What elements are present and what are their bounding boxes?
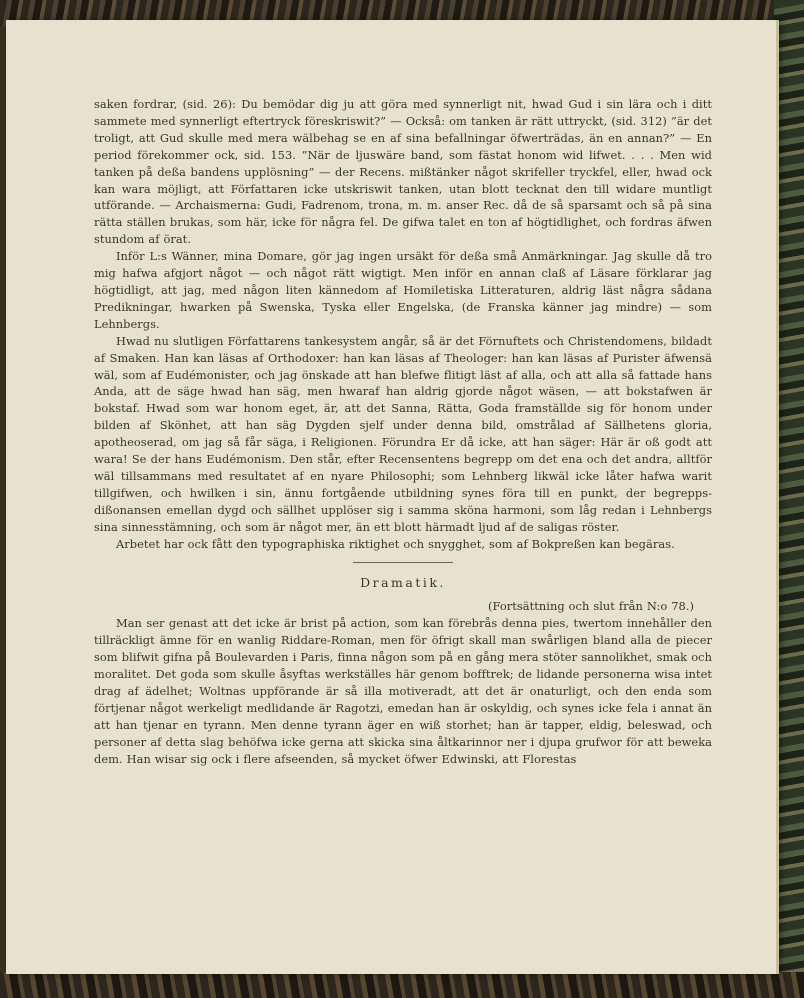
paragraph-5: Man ser genast att det icke är brist på action, som kan förebrås denna pies, twertom innehåller den tillräckligt ämne för en wanlig Riddare-Roman, men för öfrigt skall man swårligen bland alla de piecer som blifwit gifna på Boulevarden i Paris, finna någon som på en gång mera stöter sannolikhet, smak och moralitet. Det goda som skulle åsyftas werkställes här genom bofftrek; de lidande personerna wisa intet drag af ädelhet; Woltnas uppförande är så illa motiveradt, att det är onaturligt, och den enda som förtjenar något werkeligt medlidande är Ragotzi, emedan han är oskyldig, och synes icke fela i annat än att han tjenar en tyrann. Men denne tyrann äger en wiß storhet; han är tapper, eldig, beleswad, och personer af detta slag behöfwa icke gerna att skicka sina åltkarinnor ner i djupa grufwor för att bewеka dem. Han wisar sig ock i flere afseenden, så mycket öfwer Edwinski, att Florestas [94,616,712,766]
section-heading: Dramatik. [360,575,446,591]
paragraph-4: Arbetet har ock fått den typographiska riktighet och snygghet, som af Bokpreßen kan begäras. [116,536,675,551]
paragraph-2: Inför L:s Wänner, mina Domare, gör jag ingen ursäkt för deßa små Anmärkningar. Jag skulle då tro mig hafwa afgjort något — och något rätt wigtigt. Men inför en annan claß af Läsare förklarar jag högtidligt, att jag, med någon liten kännedom af Homiletiska Litteraturen, aldrig läst några sådana Predikningar, hwarken på Swenska, Tyska eller Engelska, (de Franska känner jag mindre) — som Lehnbergs. [94,249,712,331]
page-text [94,96,712,767]
section-divider [353,562,453,563]
marbled-board-bottom [0,972,804,998]
book-page [6,20,779,974]
continuation-note: (Fortsättning och slut från N:o 78.) [488,599,694,614]
paragraph-3: Hwad nu slutligen Författarens tankesystem angår, så är det Förnuftets och Christendomens, bildadt af Smaken. Han kan läsas af Orthodoxer: han kan läsas af Theologer: han kan läsas af Purister äfwensä wäl, som af Eudémonister, och jag önskade att han blefwe flitigt läst af alla, och att alla så fattade hans Anda, att de säge hwad han säg, men hwaraf han aldrig gjorde något wäsen, — att bokstafwen är bokstaf. Hwad som war honom eget, är, att det Sanna, Rätta, Goda framställde sig för honom under bilden af Skönhet, att han säg Dygden sjelf under denna bild, omstrålad af Sällhetens gloria, apotheoserad, om jag så får säga, i Religionen. Förundra Er då icke, att han säger: Här är oß godt att wara! Se der hans Eudémonism. Den står, efter Recensentens begrepp om det ena och det andra, alltför wäl tillsammans med resultatet af en nyare Philosophi; som Lehnberg likwäl icke låter hafwa warit tillgifwen, och hwilken i sin, ännu fortgående utbildning synes föra till en punkt, der begrepps-dißonansen emellan dygd och sällhet upplöser sig i samma sköna harmoni, som låg redan i Lehnbergs sina sinnesstämning, och som är något mer, än ett blott härmadt ljud af de saligas röster. [94,333,712,534]
paragraph-1: saken fordrar, (sid. 26): Du bemödar dig ju att göra med synnerligt nit, hwad Gud i sin lära och i ditt sammete med synnerligt eftertryck föreskriswit?” — Också: om tanken är rätt uttryckt, (sid. 312) ”är det troligt, att Gud skulle med mera wälbehag se en af sina befallningar öfwerträdas, än en annan?” — En period förekommer ock, sid. 153. ”När de ljuswäre band, som fästat honom wid lifwet. . . . Men wid tanken på deßa bandens upplösning” — der Recens. mißtänker något skrifeller tryckfel, eller, hwad ock kan wara möjligt, att Författaren icke utskriswit tanken, utan blott tecknat den till widare muntligt utförande. — Archaismerna: Gudi, Fadrenom, trona, m. m. anser Rec. då de så sparsamt och så på sina rätta ställen brukas, som här, icke för några fel. De gifwa talet en ton af högtidlighet, och fordras äfwen stundom af örat. [94,97,712,247]
